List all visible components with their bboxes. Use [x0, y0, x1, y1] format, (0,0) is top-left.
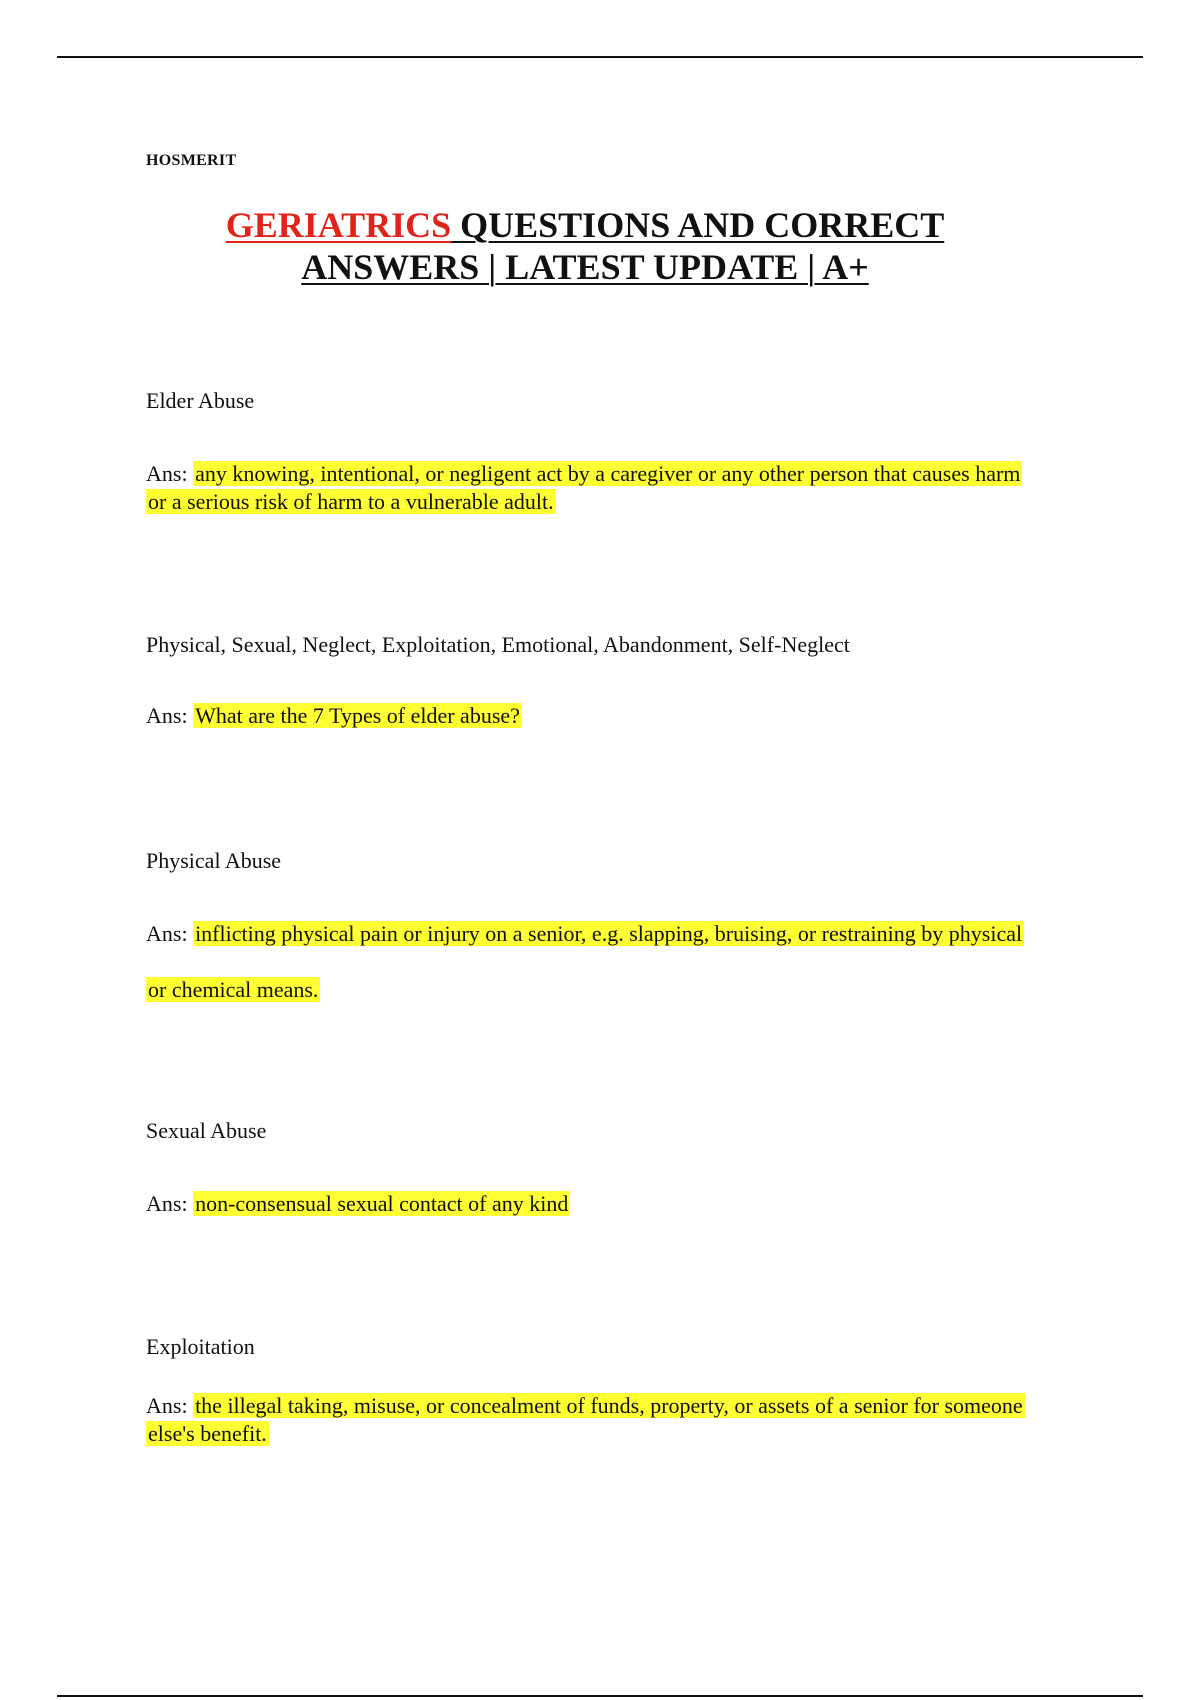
- answer-text: the illegal taking, misuse, or concealment of funds, property, or assets of a senior for someone else's benefit.: [148, 1393, 1023, 1446]
- answer-text: any knowing, intentional, or negligent act by a caregiver or any other person that causes harm or a serious risk of harm to a vulnerable adult.: [148, 461, 1021, 514]
- ans-label: Ans:: [146, 461, 188, 486]
- brand-header: HOSMERIT: [146, 152, 237, 169]
- title-line2: ANSWERS | LATEST UPDATE | A+: [301, 247, 869, 287]
- answer-block: [146, 702, 1036, 730]
- answer-text: inflicting physical pain or injury on a senior, e.g. slapping, bruising, or restraining by physical or chemical means.: [148, 921, 1023, 1002]
- question-text: Physical Abuse: [146, 848, 282, 873]
- bottom-rule: [57, 1695, 1143, 1697]
- answer-block: [146, 906, 1036, 1018]
- answer-text: non-consensual sexual contact of any kind: [195, 1191, 569, 1216]
- ans-label: Ans:: [146, 921, 188, 946]
- question-text: Exploitation: [146, 1334, 255, 1359]
- question-text: Physical, Sexual, Neglect, Exploitation, Emotional, Abandonment, Self-Neglect: [146, 632, 850, 657]
- answer-block: [146, 1190, 1036, 1218]
- question-text: Elder Abuse: [146, 388, 255, 413]
- ans-label: Ans:: [146, 1393, 188, 1418]
- answer-block: [146, 460, 1036, 516]
- question-text: Sexual Abuse: [146, 1118, 267, 1143]
- answer-text: What are the 7 Types of elder abuse?: [195, 703, 520, 728]
- title-line1: QUESTIONS AND CORRECT: [451, 205, 945, 245]
- answer-block: [146, 1392, 1036, 1448]
- ans-label: Ans:: [146, 1191, 188, 1216]
- ans-label: Ans:: [146, 703, 188, 728]
- document-title: [146, 204, 1024, 288]
- top-rule: [57, 56, 1143, 58]
- title-accent: GERIATRICS: [225, 205, 452, 245]
